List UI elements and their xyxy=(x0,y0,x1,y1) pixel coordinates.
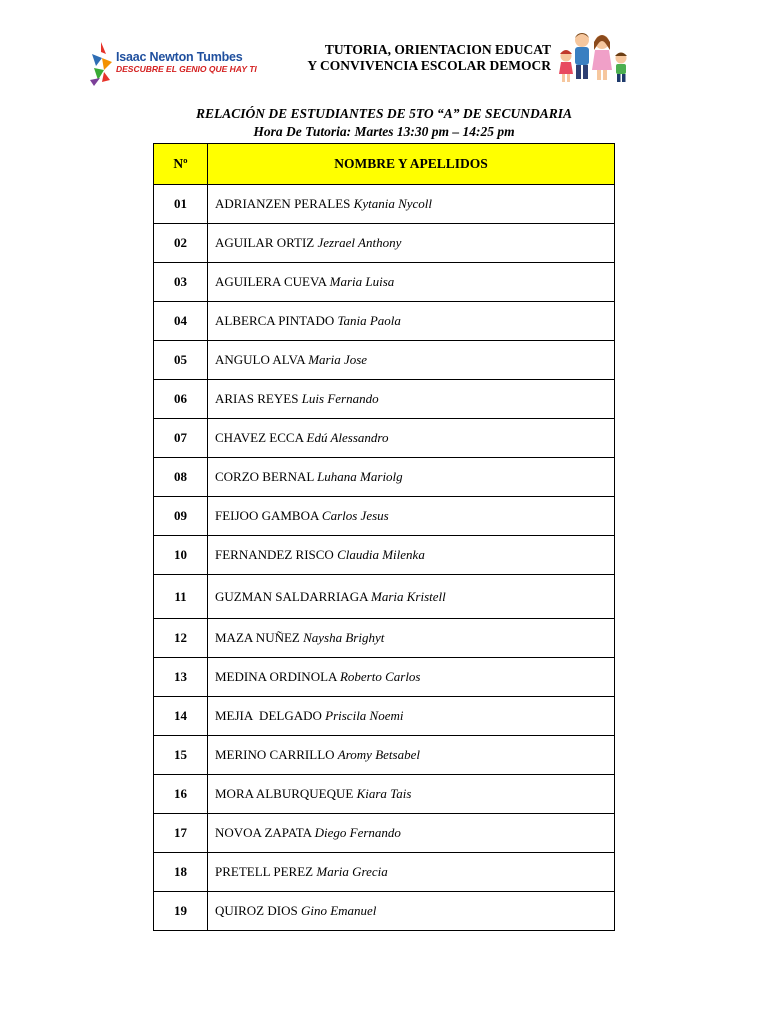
student-name xyxy=(208,575,615,619)
student-name xyxy=(208,497,615,536)
roster-body xyxy=(154,185,615,931)
student-number: 18 xyxy=(154,853,208,892)
student-roster-table xyxy=(153,143,615,931)
table-row xyxy=(154,736,615,775)
student-surname: FEIJOO GAMBOA xyxy=(215,508,319,523)
table-row xyxy=(154,341,615,380)
student-given-names: Diego Fernando xyxy=(314,825,401,840)
student-surname: NOVOA ZAPATA xyxy=(215,825,312,840)
student-number: 02 xyxy=(154,224,208,263)
student-name xyxy=(208,814,615,853)
school-logo xyxy=(88,40,257,88)
family-children-icon xyxy=(554,30,634,86)
table-row xyxy=(154,892,615,931)
student-number: 15 xyxy=(154,736,208,775)
student-number: 09 xyxy=(154,497,208,536)
student-given-names: Kiara Tais xyxy=(356,786,412,801)
table-row xyxy=(154,419,615,458)
document-title: RELACIÓN DE ESTUDIANTES DE 5TO “A” DE SECUNDARIA xyxy=(196,106,572,121)
student-given-names: Luhana Mariolg xyxy=(317,469,403,484)
student-name xyxy=(208,775,615,814)
student-surname: AGUILAR ORTIZ xyxy=(215,235,315,250)
logo-name: Isaac Newton Tumbes xyxy=(116,50,243,64)
student-surname: MEJIA DELGADO xyxy=(215,708,322,723)
table-row xyxy=(154,263,615,302)
student-given-names: Maria Kristell xyxy=(371,588,446,604)
student-surname: MORA ALBURQUEQUE xyxy=(215,786,354,801)
student-number: 17 xyxy=(154,814,208,853)
student-given-names: Luis Fernando xyxy=(301,391,379,406)
student-number: 04 xyxy=(154,302,208,341)
header-title-line2: Y CONVIVENCIA ESCOLAR DEMOCR xyxy=(307,58,551,73)
table-row xyxy=(154,775,615,814)
student-name xyxy=(208,853,615,892)
student-number: 12 xyxy=(154,619,208,658)
table-row xyxy=(154,658,615,697)
table-row xyxy=(154,697,615,736)
student-given-names: Priscila Noemi xyxy=(325,708,404,723)
student-surname: CHAVEZ ECCA xyxy=(215,430,304,445)
student-name xyxy=(208,419,615,458)
student-name xyxy=(208,619,615,658)
student-name xyxy=(208,341,615,380)
student-surname: MEDINA ORDINOLA xyxy=(215,669,337,684)
table-row xyxy=(154,185,615,224)
student-surname: MAZA NUÑEZ xyxy=(215,630,300,645)
table-row xyxy=(154,458,615,497)
student-given-names: Maria Jose xyxy=(308,352,368,367)
student-name xyxy=(208,224,615,263)
student-number: 08 xyxy=(154,458,208,497)
student-given-names: Maria Grecia xyxy=(316,864,388,879)
header-title-line1: TUTORIA, ORIENTACION EDUCAT xyxy=(324,42,551,57)
student-name xyxy=(208,536,615,575)
table-row xyxy=(154,575,615,619)
header-title xyxy=(260,42,551,74)
student-given-names: Gino Emanuel xyxy=(300,903,377,918)
student-surname: GUZMAN SALDARRIAGA xyxy=(215,588,368,604)
student-surname: PRETELL PEREZ xyxy=(215,864,314,879)
student-number: 14 xyxy=(154,697,208,736)
student-given-names: Jezrael Anthony xyxy=(317,235,402,250)
table-row xyxy=(154,814,615,853)
student-surname: ARIAS REYES xyxy=(215,391,299,406)
student-number: 16 xyxy=(154,775,208,814)
newton-logo-icon xyxy=(88,40,114,86)
student-name xyxy=(208,658,615,697)
student-given-names: Aromy Betsabel xyxy=(337,747,420,762)
student-name xyxy=(208,736,615,775)
column-header-number: Nº xyxy=(154,144,208,185)
table-row xyxy=(154,224,615,263)
student-name xyxy=(208,263,615,302)
student-number: 13 xyxy=(154,658,208,697)
student-given-names: Tania Paola xyxy=(337,313,401,328)
student-given-names: Naysha Brighyt xyxy=(303,630,385,645)
logo-slogan: DESCUBRE EL GENIO QUE HAY TI xyxy=(116,64,257,74)
student-given-names: Edú Alessandro xyxy=(306,430,389,445)
column-header-name: NOMBRE Y APELLIDOS xyxy=(208,144,615,185)
table-row xyxy=(154,497,615,536)
table-row xyxy=(154,619,615,658)
student-surname: ANGULO ALVA xyxy=(215,352,305,367)
student-name xyxy=(208,892,615,931)
table-row xyxy=(154,853,615,892)
student-surname: QUIROZ DIOS xyxy=(215,903,298,918)
student-name xyxy=(208,185,615,224)
student-given-names: Carlos Jesus xyxy=(321,508,389,523)
student-name xyxy=(208,458,615,497)
student-name xyxy=(208,380,615,419)
student-given-names: Kytania Nycoll xyxy=(353,196,433,211)
tutoring-schedule: Hora De Tutoria: Martes 13:30 pm – 14:25 pm xyxy=(253,124,515,139)
student-number: 07 xyxy=(154,419,208,458)
student-surname: AGUILERA CUEVA xyxy=(215,274,327,289)
student-number: 19 xyxy=(154,892,208,931)
student-surname: ALBERCA PINTADO xyxy=(215,313,335,328)
student-surname: MERINO CARRILLO xyxy=(215,747,335,762)
student-name xyxy=(208,302,615,341)
student-number: 06 xyxy=(154,380,208,419)
table-row xyxy=(154,380,615,419)
student-surname: CORZO BERNAL xyxy=(215,469,314,484)
student-surname: ADRIANZEN PERALES xyxy=(215,196,351,211)
student-name xyxy=(208,697,615,736)
student-number: 05 xyxy=(154,341,208,380)
student-given-names: Maria Luisa xyxy=(329,274,395,289)
student-given-names: Roberto Carlos xyxy=(339,669,421,684)
table-row xyxy=(154,536,615,575)
student-number: 11 xyxy=(154,575,208,619)
student-surname: FERNANDEZ RISCO xyxy=(215,547,334,562)
student-number: 10 xyxy=(154,536,208,575)
student-number: 01 xyxy=(154,185,208,224)
table-row xyxy=(154,302,615,341)
table-header-row xyxy=(154,144,615,185)
student-given-names: Claudia Milenka xyxy=(337,547,425,562)
student-number: 03 xyxy=(154,263,208,302)
